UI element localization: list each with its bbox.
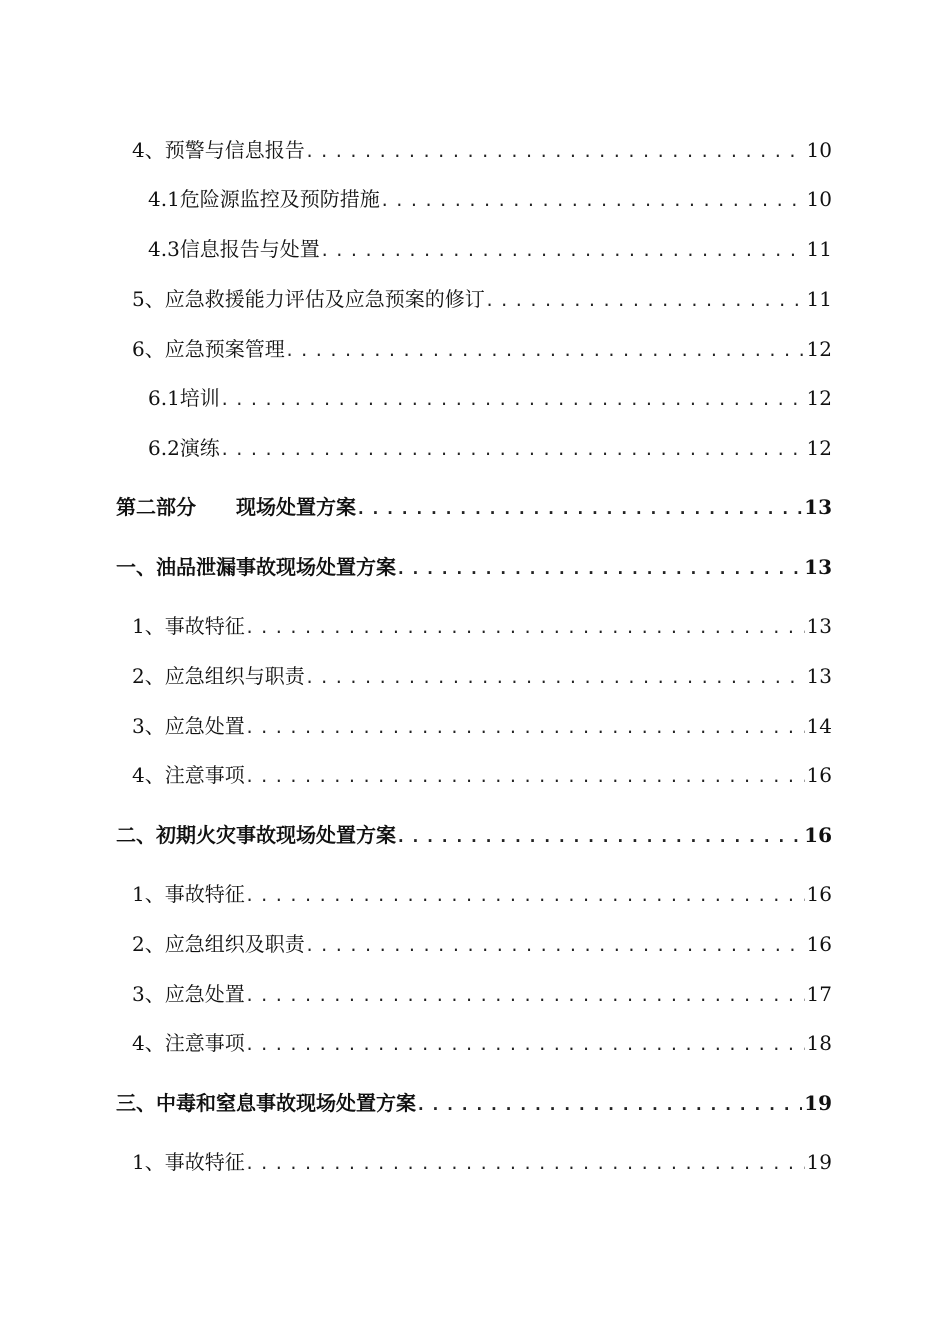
toc-entry[interactable] bbox=[0, 334, 832, 364]
dot-leader bbox=[245, 1151, 805, 1177]
toc-entry-label: 4、注意事项 bbox=[132, 1031, 245, 1055]
toc-entry-label: 6、应急预案管理 bbox=[132, 337, 285, 361]
dot-leader bbox=[485, 288, 805, 314]
toc-entry-page: 18 bbox=[806, 1031, 832, 1055]
toc-entry-label: 4.3信息报告与处置 bbox=[148, 237, 320, 261]
toc-entry[interactable] bbox=[0, 184, 832, 214]
dot-leader bbox=[305, 933, 805, 959]
toc-entry-label: 2、应急组织与职责 bbox=[132, 664, 305, 688]
toc-entry-label: 2、应急组织及职责 bbox=[132, 932, 305, 956]
toc-entry-page: 17 bbox=[806, 982, 832, 1006]
toc-entry-page: 12 bbox=[806, 386, 832, 410]
dot-leader bbox=[245, 883, 805, 909]
toc-entry-part[interactable] bbox=[0, 492, 832, 522]
toc-entry[interactable] bbox=[0, 234, 832, 264]
toc-entry-label: 一、油品泄漏事故现场处置方案 bbox=[116, 555, 396, 579]
toc-entry[interactable] bbox=[0, 284, 832, 314]
toc-entry[interactable] bbox=[0, 760, 832, 790]
dot-leader bbox=[305, 665, 805, 691]
toc-entry-page: 13 bbox=[806, 664, 832, 688]
toc-entry[interactable] bbox=[0, 135, 832, 165]
toc-entry[interactable] bbox=[0, 1028, 832, 1058]
toc-entry-label: 3、应急处置 bbox=[132, 714, 245, 738]
toc-entry-page: 16 bbox=[804, 823, 832, 847]
toc-entry-label: 4、预警与信息报告 bbox=[132, 138, 305, 162]
dot-leader bbox=[220, 387, 805, 413]
toc-entry[interactable] bbox=[0, 611, 832, 641]
dot-leader bbox=[285, 338, 805, 364]
toc-entry-page: 16 bbox=[806, 932, 832, 956]
toc-entry-label: 3、应急处置 bbox=[132, 982, 245, 1006]
toc-entry-page: 10 bbox=[806, 138, 832, 162]
toc-entry-label: 6.2演练 bbox=[148, 436, 220, 460]
toc-entry-page: 11 bbox=[806, 237, 832, 261]
toc-entry-label: 二、初期火灾事故现场处置方案 bbox=[116, 823, 396, 847]
toc-entry[interactable] bbox=[0, 879, 832, 909]
toc-entry-chapter[interactable] bbox=[0, 552, 832, 582]
toc-entry-label: 6.1培训 bbox=[148, 386, 220, 410]
toc-entry-label: 三、中毒和窒息事故现场处置方案 bbox=[116, 1091, 416, 1115]
dot-leader bbox=[380, 188, 805, 214]
toc-entry[interactable] bbox=[0, 383, 832, 413]
toc-entry-chapter[interactable] bbox=[0, 1088, 832, 1118]
toc-entry-page: 16 bbox=[806, 882, 832, 906]
toc-entry-label: 1、事故特征 bbox=[132, 614, 245, 638]
toc-entry-label: 1、事故特征 bbox=[132, 882, 245, 906]
toc-entry-chapter[interactable] bbox=[0, 820, 832, 850]
dot-leader bbox=[356, 496, 802, 522]
dot-leader bbox=[245, 1032, 805, 1058]
toc-entry-page: 16 bbox=[806, 763, 832, 787]
dot-leader bbox=[320, 238, 805, 264]
toc-entry-page: 13 bbox=[806, 614, 832, 638]
toc-entry-label: 5、应急救援能力评估及应急预案的修订 bbox=[132, 287, 485, 311]
toc-entry-page: 12 bbox=[806, 337, 832, 361]
toc-entry-page: 12 bbox=[806, 436, 832, 460]
toc-entry-page: 19 bbox=[806, 1150, 832, 1174]
dot-leader bbox=[396, 556, 802, 582]
dot-leader bbox=[245, 983, 805, 1009]
toc-entry[interactable] bbox=[0, 1147, 832, 1177]
toc-entry[interactable] bbox=[0, 929, 832, 959]
toc-entry[interactable] bbox=[0, 979, 832, 1009]
dot-leader bbox=[220, 437, 805, 463]
dot-leader bbox=[396, 824, 802, 850]
toc-entry[interactable] bbox=[0, 711, 832, 741]
toc-entry-page: 13 bbox=[804, 555, 832, 579]
toc-entry-label: 4.1危险源监控及预防措施 bbox=[148, 187, 380, 211]
toc-entry-page: 13 bbox=[804, 495, 832, 519]
dot-leader bbox=[245, 764, 805, 790]
toc-entry-label: 第二部分 现场处置方案 bbox=[116, 495, 356, 519]
dot-leader bbox=[305, 139, 805, 165]
toc-entry[interactable] bbox=[0, 433, 832, 463]
toc-entry-page: 11 bbox=[806, 287, 832, 311]
dot-leader bbox=[245, 615, 805, 641]
toc-entry-page: 14 bbox=[806, 714, 832, 738]
toc-entry-label: 4、注意事项 bbox=[132, 763, 245, 787]
toc-entry-page: 19 bbox=[804, 1091, 832, 1115]
dot-leader bbox=[245, 715, 805, 741]
toc-entry-page: 10 bbox=[806, 187, 832, 211]
dot-leader bbox=[416, 1092, 802, 1118]
toc-entry[interactable] bbox=[0, 661, 832, 691]
toc-entry-label: 1、事故特征 bbox=[132, 1150, 245, 1174]
